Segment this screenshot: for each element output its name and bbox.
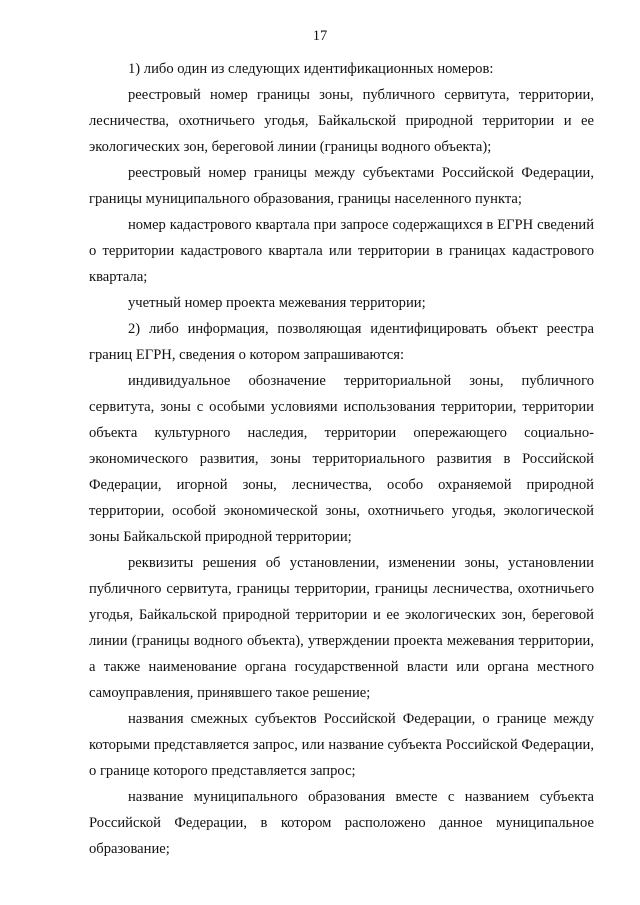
paragraph-boundary-registry-number: реестровый номер границы между субъектами Российской Федерации, границы муниципального образования, границы населенного пункта; xyxy=(89,165,594,207)
paragraph-identification-numbers: 1) либо один из следующих идентификационных номеров: xyxy=(128,61,494,77)
paragraph-adjacent-subjects: названия смежных субъектов Российской Федерации, о границе между которыми представляется запрос, или название субъекта Российской Федерации, о границе которого представляется запрос; xyxy=(89,711,594,779)
paragraph-municipality-name: название муниципального образования вместе с названием субъекта Российской Федерации, в котором расположено данное муниципальное образование; xyxy=(89,789,594,857)
paragraph-cadastral-quarter-number: номер кадастрового квартала при запросе содержащихся в ЕГРН сведений о территории кадастрового квартала или территории в границах кадастрового квартала; xyxy=(89,217,594,285)
paragraph-survey-project-number: учетный номер проекта межевания территории; xyxy=(128,295,426,311)
paragraph-individual-designation: индивидуальное обозначение территориальной зоны, публичного сервитута, зоны с особыми условиями использования территории, территории объекта культурного наследия, территории опережающего социально-экономического развития, зоны территориального развития в Российской Федерации, игорной зоны, лесничества, особо охраняемой природной территории, особой экономической зоны, охотничьего угодья, экологической зоны Байкальской природной территории; xyxy=(89,373,594,545)
paragraph-zone-registry-number: реестровый номер границы зоны, публичного сервитута, территории, лесничества, охотничьего угодья, Байкальской природной территории и ее экологических зон, береговой линии (границы водного объекта); xyxy=(89,87,594,155)
paragraph-decision-details: реквизиты решения об установлении, изменении зоны, установлении публичного сервитута, границы территории, границы лесничества, охотничьего угодья, Байкальской природной территории и ее экологических зон, береговой линии (границы водного объекта), утверждении проекта межевания территории, а также наименование органа государственной власти или органа местного самоуправления, принявшего такое решение; xyxy=(89,555,594,701)
paragraph-identifying-information: 2) либо информация, позволяющая идентифицировать объект реестра границ ЕГРН, сведения о котором запрашиваются: xyxy=(89,321,594,363)
page-number: 17 xyxy=(312,28,328,44)
document-body xyxy=(89,56,594,862)
